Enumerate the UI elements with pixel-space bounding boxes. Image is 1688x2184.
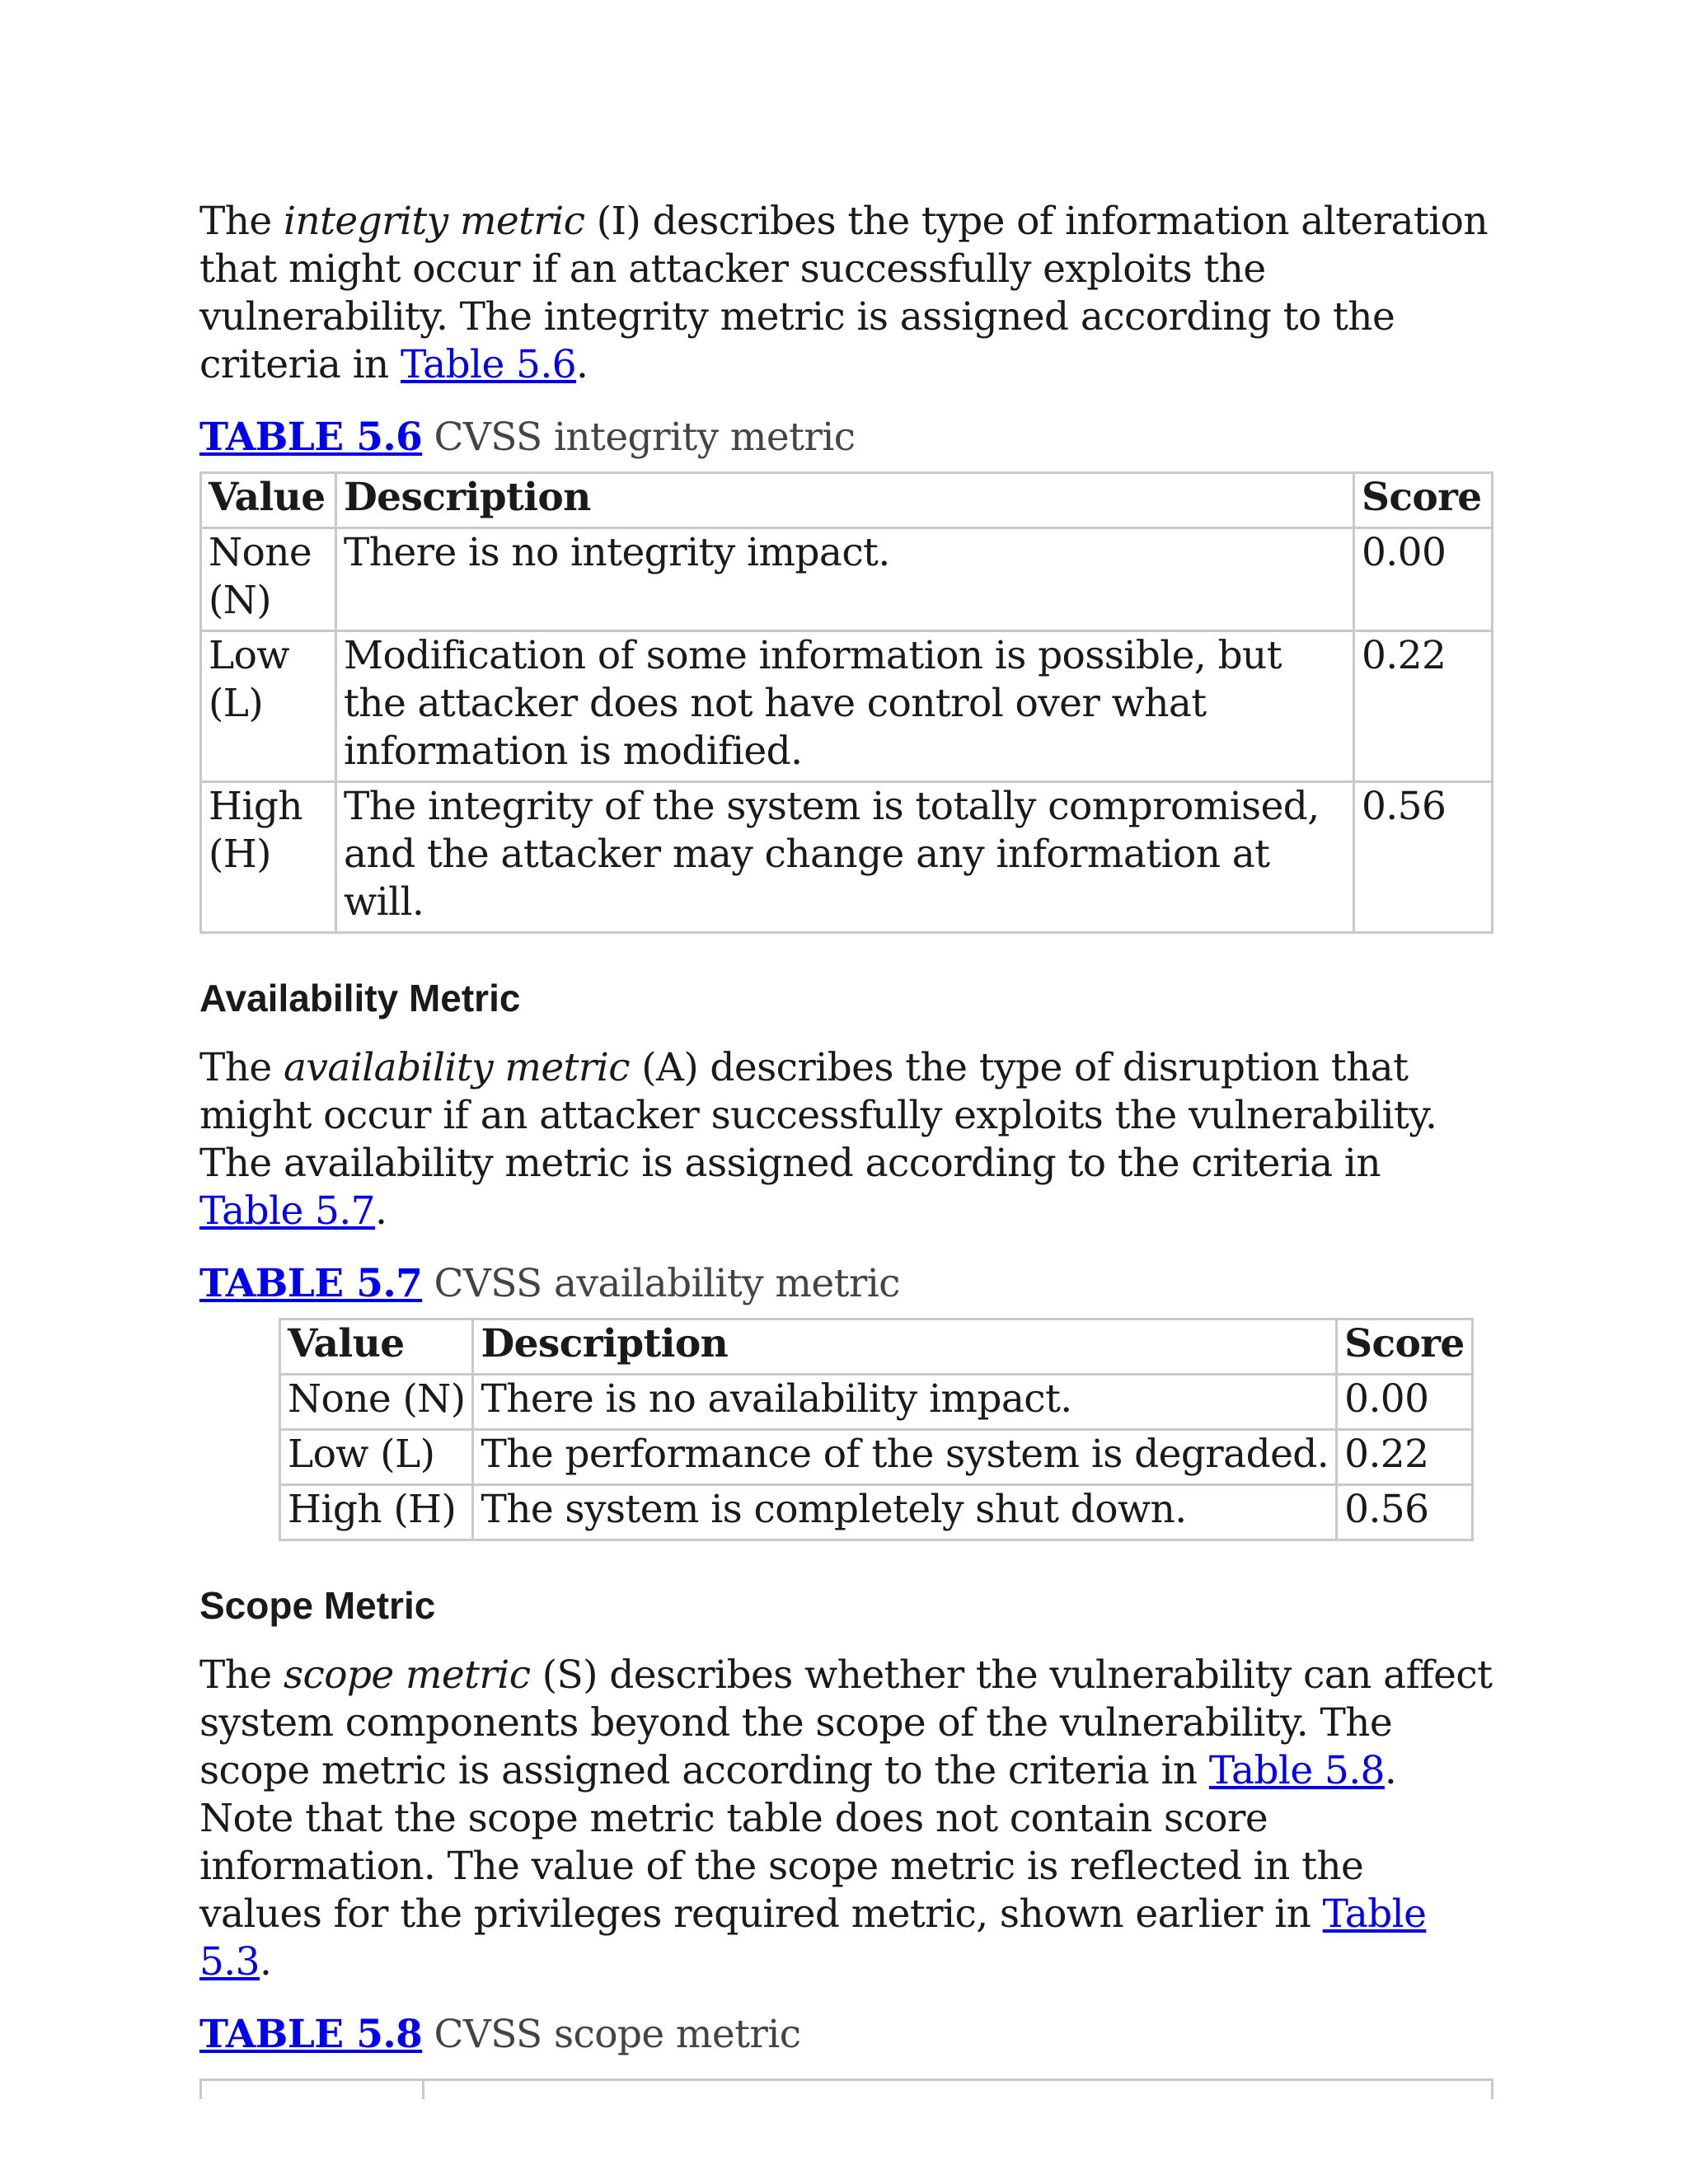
table-row [280, 1375, 1473, 1430]
table-5-6-caption-link[interactable]: TABLE 5.6 [199, 415, 423, 460]
text-run: . [374, 1188, 387, 1234]
table-5-8-caption [199, 2011, 1493, 2059]
description-cell: The performance of the system is degraded. [473, 1430, 1337, 1485]
value-cell: High (H) [280, 1485, 473, 1540]
value-cell: Low (L) [201, 631, 336, 782]
table-border-left [199, 2081, 202, 2099]
table-row [201, 631, 1493, 782]
score-cell: 0.00 [1337, 1375, 1473, 1430]
value-cell: Low (L) [280, 1430, 473, 1485]
table-5-7-link[interactable]: Table 5.7 [199, 1188, 375, 1234]
description-cell: The system is completely shut down. [473, 1485, 1337, 1540]
text-run: The [199, 1045, 284, 1090]
scope-metric-table-top-edge [199, 2079, 1493, 2101]
availability-metric-term: availability metric [283, 1045, 630, 1090]
text-run: (I) describes the type of information alteration that might occur if an attacker successfully exploits the vulnerability. The integrity metric is assigned according to the criteria in [199, 199, 1489, 387]
score-cell: 0.00 [1354, 528, 1493, 631]
column-header-value: Value [280, 1319, 473, 1375]
table-row [280, 1430, 1473, 1485]
caption-text: CVSS availability metric [422, 1261, 900, 1306]
text-run: The [199, 1652, 284, 1698]
scope-paragraph [199, 1652, 1493, 1986]
text-run: . [259, 1939, 272, 1985]
table-5-6-caption [199, 414, 1493, 462]
score-cell: 0.22 [1337, 1430, 1473, 1485]
scope-metric-heading: Scope Metric [199, 1584, 436, 1627]
table-5-3-link[interactable]: Table 5.3 [199, 1891, 1427, 1985]
caption-text: CVSS integrity metric [422, 415, 856, 460]
table-5-8-link[interactable]: Table 5.8 [1208, 1748, 1385, 1793]
text-run: (S) describes whether the vulnerability can affect system components beyond the scope of the vulnerability. The scope metric is assigned according to the criteria in [199, 1652, 1493, 1793]
table-border-right [1491, 2081, 1493, 2099]
scope-metric-term: scope metric [283, 1652, 531, 1698]
column-header-score: Score [1354, 473, 1493, 528]
text-run: . Note that the scope metric table does not contain score information. The value of the scope metric is reflected in the values for the privileges required metric, shown earlier in [199, 1748, 1397, 1937]
score-cell: 0.22 [1354, 631, 1493, 782]
table-5-7-caption [199, 1260, 1493, 1308]
value-cell: None (N) [280, 1375, 473, 1430]
table-header-row [280, 1319, 1473, 1375]
integrity-paragraph [199, 198, 1493, 389]
column-header-score: Score [1337, 1319, 1473, 1375]
column-header-value: Value [201, 473, 336, 528]
text-run: (A) describes the type of disruption that might occur if an attacker successfully exploits the vulnerability. The availability metric is assigned according to the criteria in [199, 1045, 1437, 1186]
availability-metric-heading: Availability Metric [199, 977, 521, 1019]
column-header-description: Description [336, 473, 1354, 528]
table-5-7-caption-link[interactable]: TABLE 5.7 [199, 1261, 423, 1306]
table-row [280, 1485, 1473, 1540]
page-content [199, 198, 1493, 2101]
value-cell: High (H) [201, 782, 336, 933]
availability-metric-table [279, 1318, 1474, 1541]
table-5-8-caption-link[interactable]: TABLE 5.8 [199, 2012, 423, 2057]
score-cell: 0.56 [1337, 1485, 1473, 1540]
description-cell: Modification of some information is possible, but the attacker does not have control over what information is modified. [336, 631, 1354, 782]
table-column-divider [422, 2081, 424, 2099]
text-run: . [575, 342, 588, 387]
integrity-metric-term: integrity metric [283, 199, 585, 244]
table-row [201, 528, 1493, 631]
table-header-row [201, 473, 1493, 528]
availability-paragraph [199, 1044, 1493, 1235]
table-5-6-link[interactable]: Table 5.6 [401, 342, 576, 387]
column-header-description: Description [473, 1319, 1337, 1375]
description-cell: The integrity of the system is totally compromised, and the attacker may change any information at will. [336, 782, 1354, 933]
text-run: The [199, 199, 284, 244]
description-cell: There is no integrity impact. [336, 528, 1354, 631]
score-cell: 0.56 [1354, 782, 1493, 933]
description-cell: There is no availability impact. [473, 1375, 1337, 1430]
caption-text: CVSS scope metric [422, 2012, 801, 2057]
value-cell: None (N) [201, 528, 336, 631]
integrity-metric-table [199, 471, 1493, 934]
table-row [201, 782, 1493, 933]
